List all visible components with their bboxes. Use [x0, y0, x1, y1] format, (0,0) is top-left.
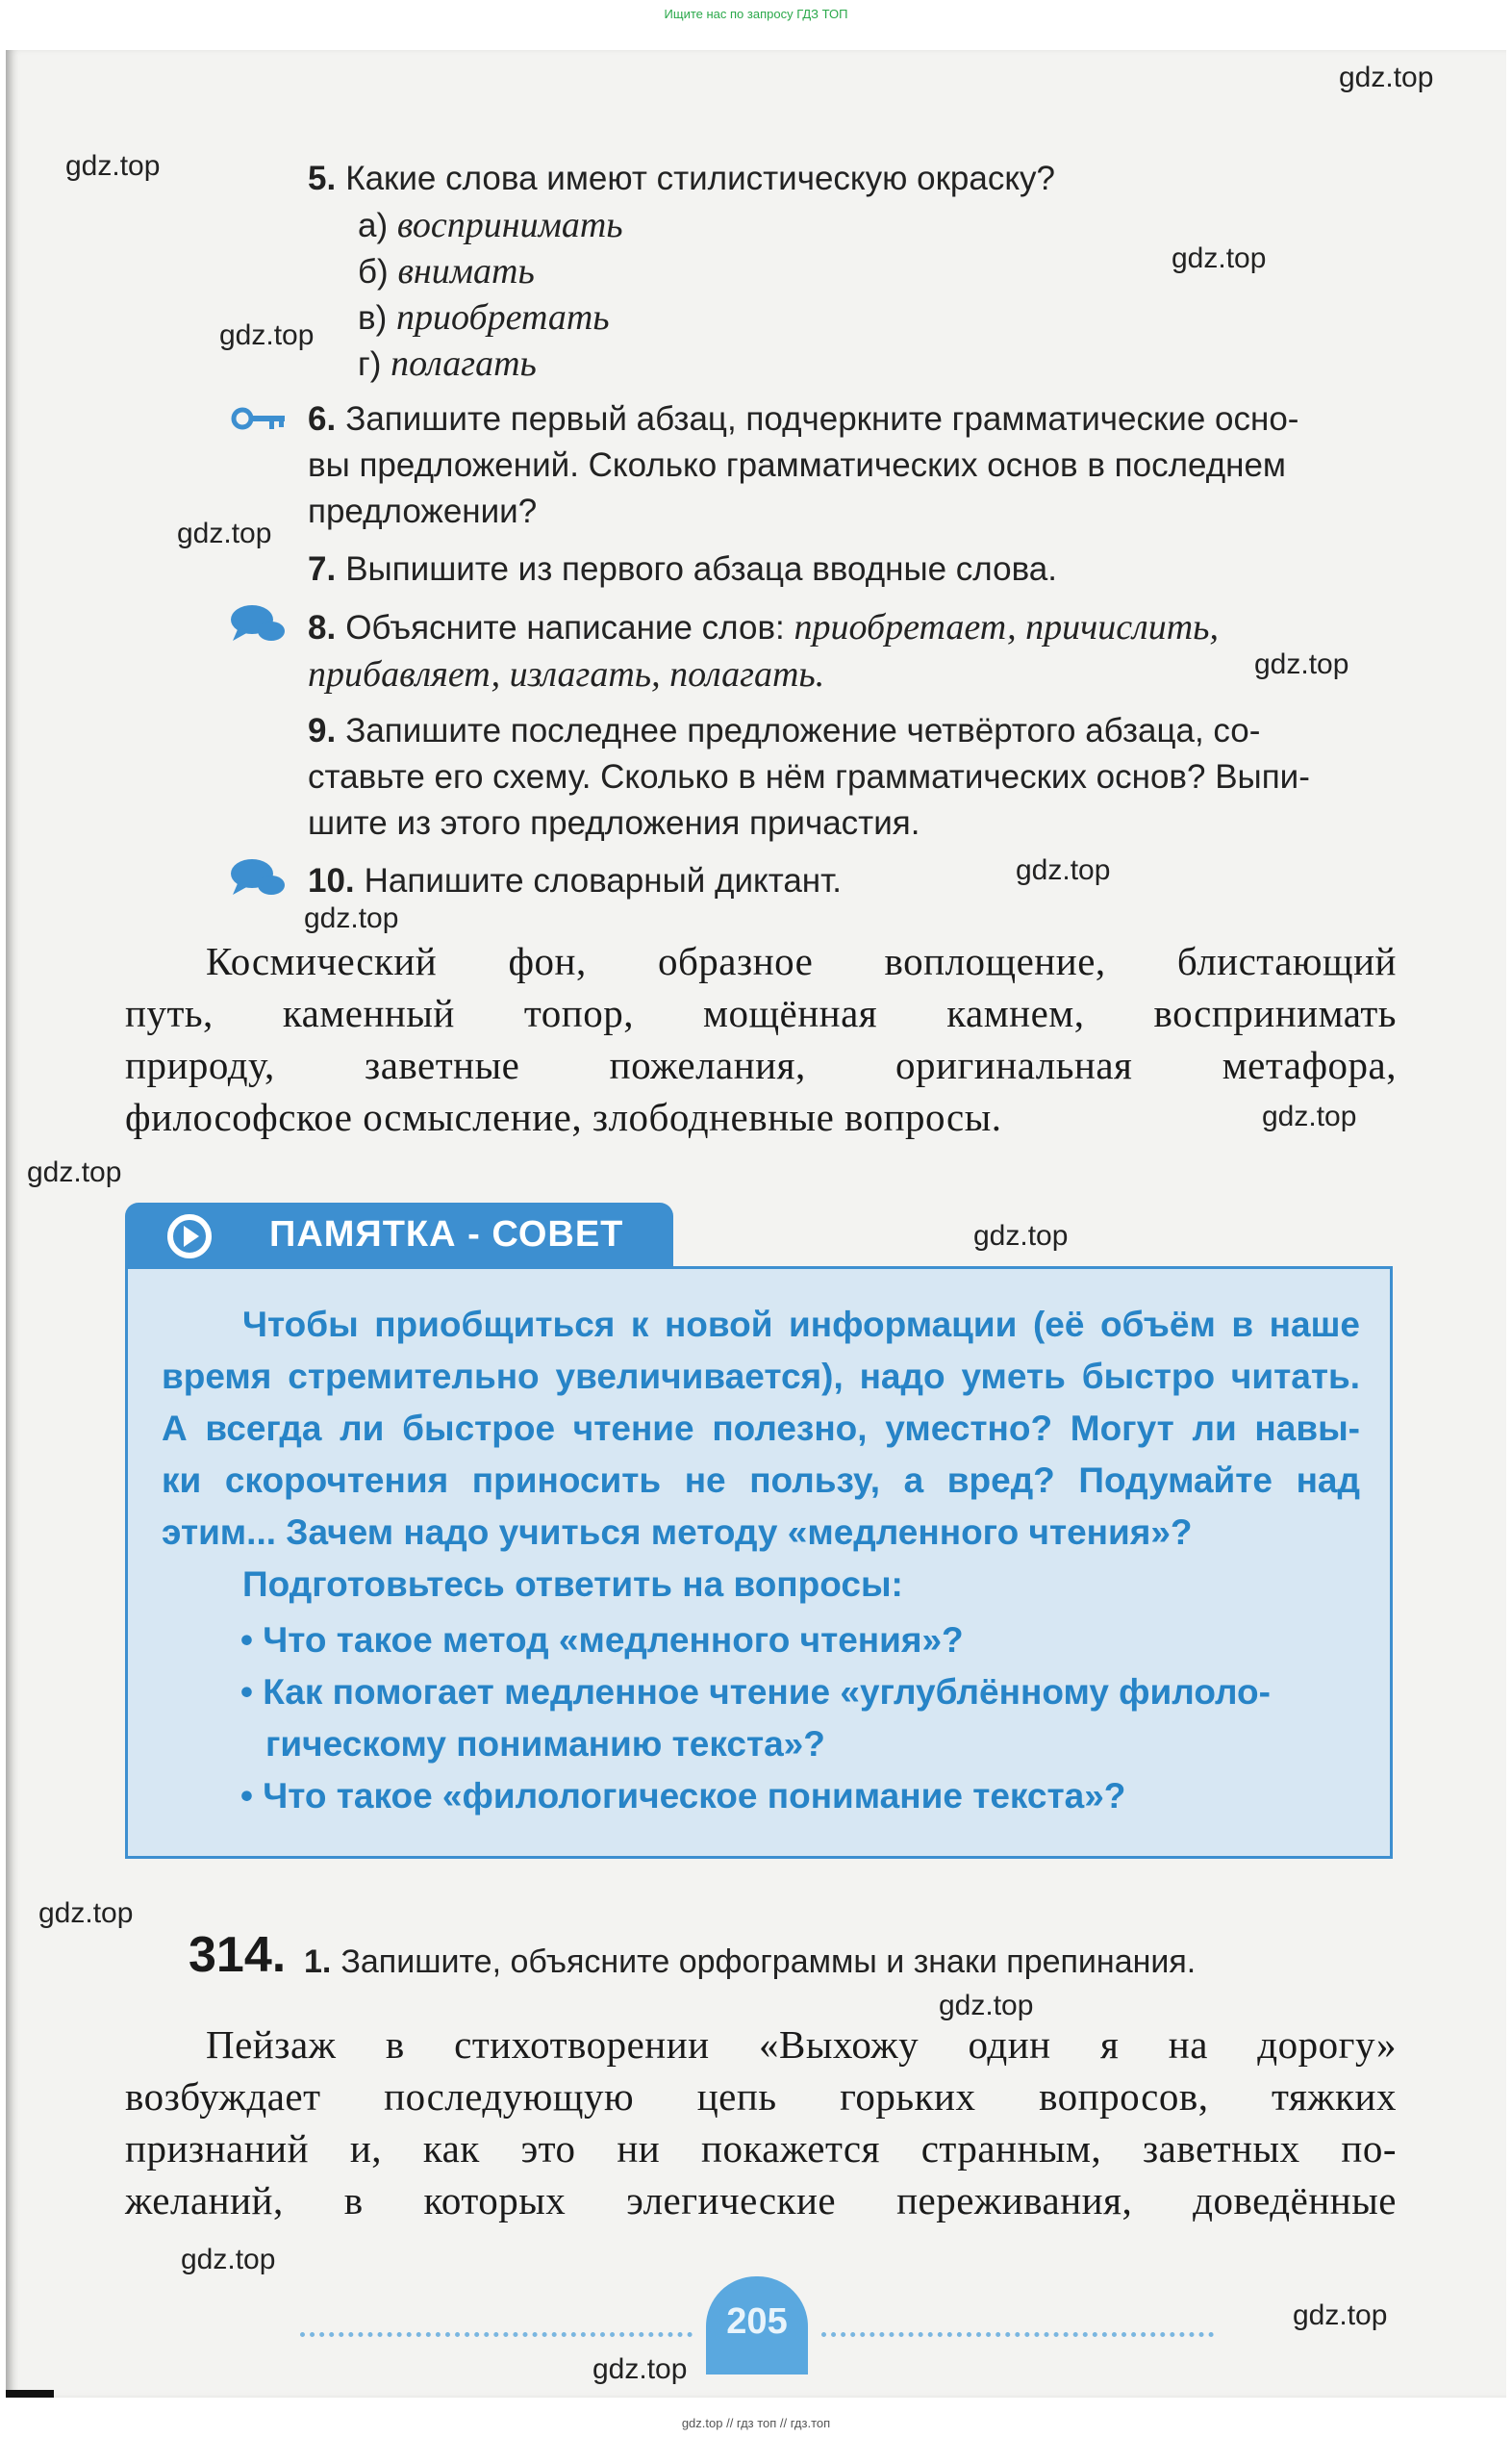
- page-number: 205: [726, 2301, 788, 2342]
- passage-text: Пейзаж в стихотворении «Выхожу один я на дорогу» возбуждает последующую цепь горьких вопросов, тяжких признаний и, как это ни покажется странным, заветных по- желаний, в которых элегические переживания, доведённые: [125, 2022, 1397, 2222]
- watermark: gdz.top: [1016, 854, 1111, 886]
- watermark: gdz.top: [219, 319, 315, 351]
- top-banner: Ищите нас по запросу ГДЗ ТОП: [664, 7, 848, 21]
- watermark: gdz.top: [304, 902, 399, 934]
- question-6: 6. Запишите первый абзац, подчеркните грамматические осно- вы предложений. Сколько грамматических основ в последнем предложении?: [308, 400, 1299, 530]
- watermark: gdz.top: [939, 1990, 1034, 2021]
- play-icon: [165, 1212, 214, 1260]
- task-instruction: 1. Запишите, объясните орфограммы и знаки препинания.: [304, 1943, 1197, 1980]
- key-icon: [231, 404, 287, 433]
- question-8: 8. Объясните написание слов: приобретает, причислить, прибавляет, излагать, полагать.: [308, 607, 1219, 695]
- watermark: gdz.top: [27, 1156, 122, 1188]
- tip-bullet: • Что такое метод «медленного чтения»?: [240, 1620, 964, 1660]
- speech-bubble-icon: [229, 602, 287, 647]
- footer-divider: [821, 2332, 1214, 2337]
- option-d: г) полагать: [358, 343, 537, 384]
- speech-bubble-icon: [229, 856, 287, 901]
- watermark: gdz.top: [177, 518, 272, 549]
- watermark: gdz.top: [592, 2353, 688, 2385]
- watermark: gdz.top: [38, 1897, 134, 1929]
- option-a: а) воспринимать: [358, 205, 623, 245]
- tip-bullet: • Как помогает медленное чтение «углублённому филоло-: [240, 1672, 1271, 1712]
- tip-title: ПАМЯТКА - СОВЕТ: [269, 1214, 624, 1255]
- task-number: 314.: [189, 1927, 287, 1983]
- tip-bullet-continuation: гическому пониманию текста»?: [265, 1724, 825, 1764]
- watermark: gdz.top: [1172, 242, 1267, 274]
- watermark: gdz.top: [1262, 1101, 1357, 1132]
- watermark: gdz.top: [1293, 2299, 1388, 2331]
- option-c: в) приобретать: [358, 297, 610, 338]
- watermark: gdz.top: [973, 1220, 1069, 1252]
- footer-divider: [300, 2332, 693, 2337]
- question-10: 10. Напишите словарный диктант.: [308, 862, 843, 900]
- watermark: gdz.top: [1254, 648, 1349, 680]
- tip-bullet: • Что такое «филологическое понимание текста»?: [240, 1776, 1126, 1816]
- question-5: 5. Какие слова имеют стилистическую окраску?: [308, 160, 1055, 197]
- option-b: б) внимать: [358, 251, 535, 292]
- watermark: gdz.top: [65, 150, 161, 182]
- watermark: gdz.top: [181, 2244, 276, 2275]
- watermark: gdz.top: [1339, 62, 1434, 93]
- bottom-banner: gdz.top // гдз топ // гдз.топ: [681, 2416, 831, 2430]
- question-7: 7. Выпишите из первого абзаца вводные слова.: [308, 550, 1057, 588]
- tip-paragraph: Чтобы приобщиться к новой информации (её объём в наше время стремительно увеличивается), надо уметь быстро читать. А всегда ли быстрое чтение полезно, уместно? Могут ли навы- ки скорочтения приносить не пользу, а вред? Подумайте над этим... Зачем надо учиться методу «медленного чтения»? Подготовьтесь ответить на вопросы:: [162, 1305, 1360, 1604]
- question-9: 9. Запишите последнее предложение четвёртого абзаца, со- ставьте его схему. Сколько в нём грамматических основ? Выпи- шите из этого предложения причастия.: [308, 712, 1310, 842]
- dictation-text: Космический фон, образное воплощение, блистающий путь, каменный топор, мощённая камнем, воспринимать природу, заветные пожелания, оригинальная метафора, философское осмысление, злободневные вопросы.: [125, 939, 1397, 1139]
